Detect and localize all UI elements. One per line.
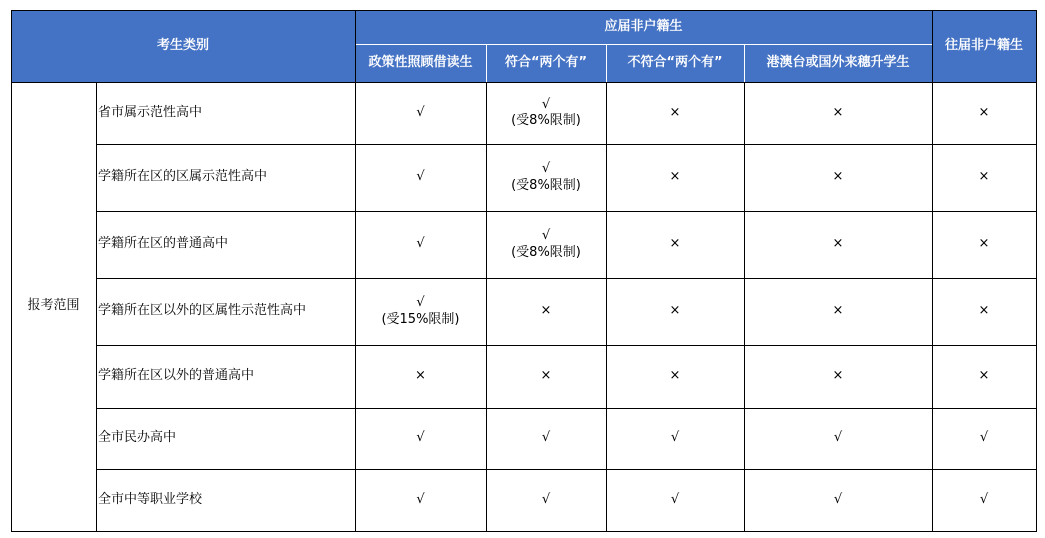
cell-policy [355, 469, 486, 531]
cross-mark: × [540, 303, 552, 319]
row-label-text: 全市民办高中 [98, 430, 177, 446]
grid-line [96, 82, 97, 532]
cell-qualified [486, 469, 606, 531]
cell-hmt-foreign [744, 278, 932, 345]
check-mark: √ [541, 228, 551, 244]
cell-qualified [486, 345, 606, 408]
check-mark: √ [979, 430, 989, 446]
grid-line [606, 45, 607, 82]
cell-previous [932, 82, 1036, 144]
check-mark: √ [670, 491, 680, 507]
check-mark: √ [541, 96, 551, 112]
cross-mark: × [415, 368, 426, 384]
quota-note: (受15%限制) [381, 311, 460, 327]
cell-previous [932, 278, 1036, 345]
check-mark: √ [416, 295, 425, 311]
grid-line [744, 82, 745, 532]
cell-unqualified [606, 144, 744, 211]
row-label [96, 469, 355, 531]
row-label [96, 144, 355, 211]
grid-line [96, 144, 1037, 145]
quota-note: (受8%限制) [511, 244, 581, 260]
cell-hmt-foreign [744, 408, 932, 469]
cross-mark: × [978, 236, 990, 252]
cross-mark: × [540, 368, 552, 384]
header-subcol-qualified: 符合“两个有” [486, 44, 606, 82]
cross-mark: × [832, 104, 844, 120]
grid-line [486, 45, 487, 82]
cell-unqualified [606, 82, 744, 144]
check-mark: √ [541, 491, 551, 507]
check-mark: √ [416, 430, 425, 446]
cell-previous [932, 345, 1036, 408]
grid-line [1036, 10, 1037, 532]
cross-mark: × [978, 104, 990, 120]
cell-unqualified [606, 278, 744, 345]
grid-line [932, 10, 933, 532]
grid-line [11, 10, 12, 532]
cell-unqualified [606, 345, 744, 408]
grid-line [11, 10, 1037, 11]
cross-mark: × [978, 368, 990, 384]
cross-mark: × [669, 169, 681, 185]
check-mark: √ [541, 161, 551, 177]
cell-policy [355, 408, 486, 469]
check-mark: √ [416, 491, 425, 507]
grid-line [744, 45, 745, 82]
cross-mark: × [978, 169, 990, 185]
grid-line [606, 82, 607, 532]
grid-line [96, 469, 1037, 470]
row-label [96, 345, 355, 408]
row-label [96, 211, 355, 278]
row-label-text: 学籍所在区以外的区属性示范性高中 [98, 303, 307, 319]
grid-line [96, 278, 1037, 279]
cell-policy [355, 278, 486, 345]
grid-line [486, 82, 487, 532]
header-current-group: 应届非户籍生 [355, 10, 932, 44]
check-mark: √ [416, 104, 425, 120]
header-previous: 往届非户籍生 [932, 10, 1036, 82]
check-mark: √ [541, 430, 551, 446]
check-mark: √ [416, 236, 425, 252]
check-mark: √ [833, 430, 843, 446]
cell-previous [932, 144, 1036, 211]
cell-previous [932, 469, 1036, 531]
cell-hmt-foreign [744, 211, 932, 278]
grid-line [355, 10, 356, 532]
check-mark: √ [979, 491, 989, 507]
header-category: 考生类别 [11, 10, 355, 82]
check-mark: √ [833, 491, 843, 507]
check-mark: √ [670, 430, 680, 446]
cell-policy [355, 82, 486, 144]
cell-hmt-foreign [744, 469, 932, 531]
cell-previous [932, 408, 1036, 469]
grid-line [11, 82, 1037, 83]
grid-line [96, 408, 1037, 409]
cross-mark: × [669, 236, 681, 252]
row-label-text: 省市属示范性高中 [98, 104, 203, 120]
cell-hmt-foreign [744, 144, 932, 211]
header-subcol-unqualified: 不符合“两个有” [606, 44, 744, 82]
cross-mark: × [832, 236, 844, 252]
cross-mark: × [669, 303, 681, 319]
range-label: 报考范围 [27, 298, 80, 314]
cross-mark: × [669, 104, 681, 120]
grid-line [356, 44, 932, 45]
cross-mark: × [832, 303, 844, 319]
cell-policy [355, 211, 486, 278]
cell-qualified [486, 82, 606, 144]
cell-policy [355, 345, 486, 408]
quota-note: (受8%限制) [511, 177, 581, 193]
row-label [96, 278, 355, 345]
cross-mark: × [832, 368, 844, 384]
cross-mark: × [978, 303, 990, 319]
cross-mark: × [669, 368, 681, 384]
row-label-text: 学籍所在区以外的普通高中 [98, 368, 255, 384]
cell-qualified [486, 278, 606, 345]
cell-hmt-foreign [744, 82, 932, 144]
cell-policy [355, 144, 486, 211]
row-label-text: 全市中等职业学校 [98, 491, 203, 507]
header-subcol-policy: 政策性照顾借读生 [355, 44, 486, 82]
grid-line [11, 531, 1037, 532]
cell-unqualified [606, 211, 744, 278]
grid-line [96, 345, 1037, 346]
row-label [96, 408, 355, 469]
cell-previous [932, 211, 1036, 278]
cross-mark: × [832, 169, 844, 185]
cell-qualified [486, 144, 606, 211]
quota-note: (受8%限制) [511, 113, 581, 128]
cell-hmt-foreign [744, 345, 932, 408]
row-label-text: 学籍所在区的普通高中 [98, 236, 229, 252]
cell-qualified [486, 408, 606, 469]
cell-unqualified [606, 408, 744, 469]
row-label-text: 学籍所在区的区属示范性高中 [98, 169, 268, 185]
cell-qualified [486, 211, 606, 278]
row-label [96, 82, 355, 144]
cell-unqualified [606, 469, 744, 531]
grid-line [96, 211, 1037, 212]
check-mark: √ [416, 169, 425, 185]
header-subcol-hmt-foreign: 港澳台或国外来穗升学生 [744, 44, 932, 82]
